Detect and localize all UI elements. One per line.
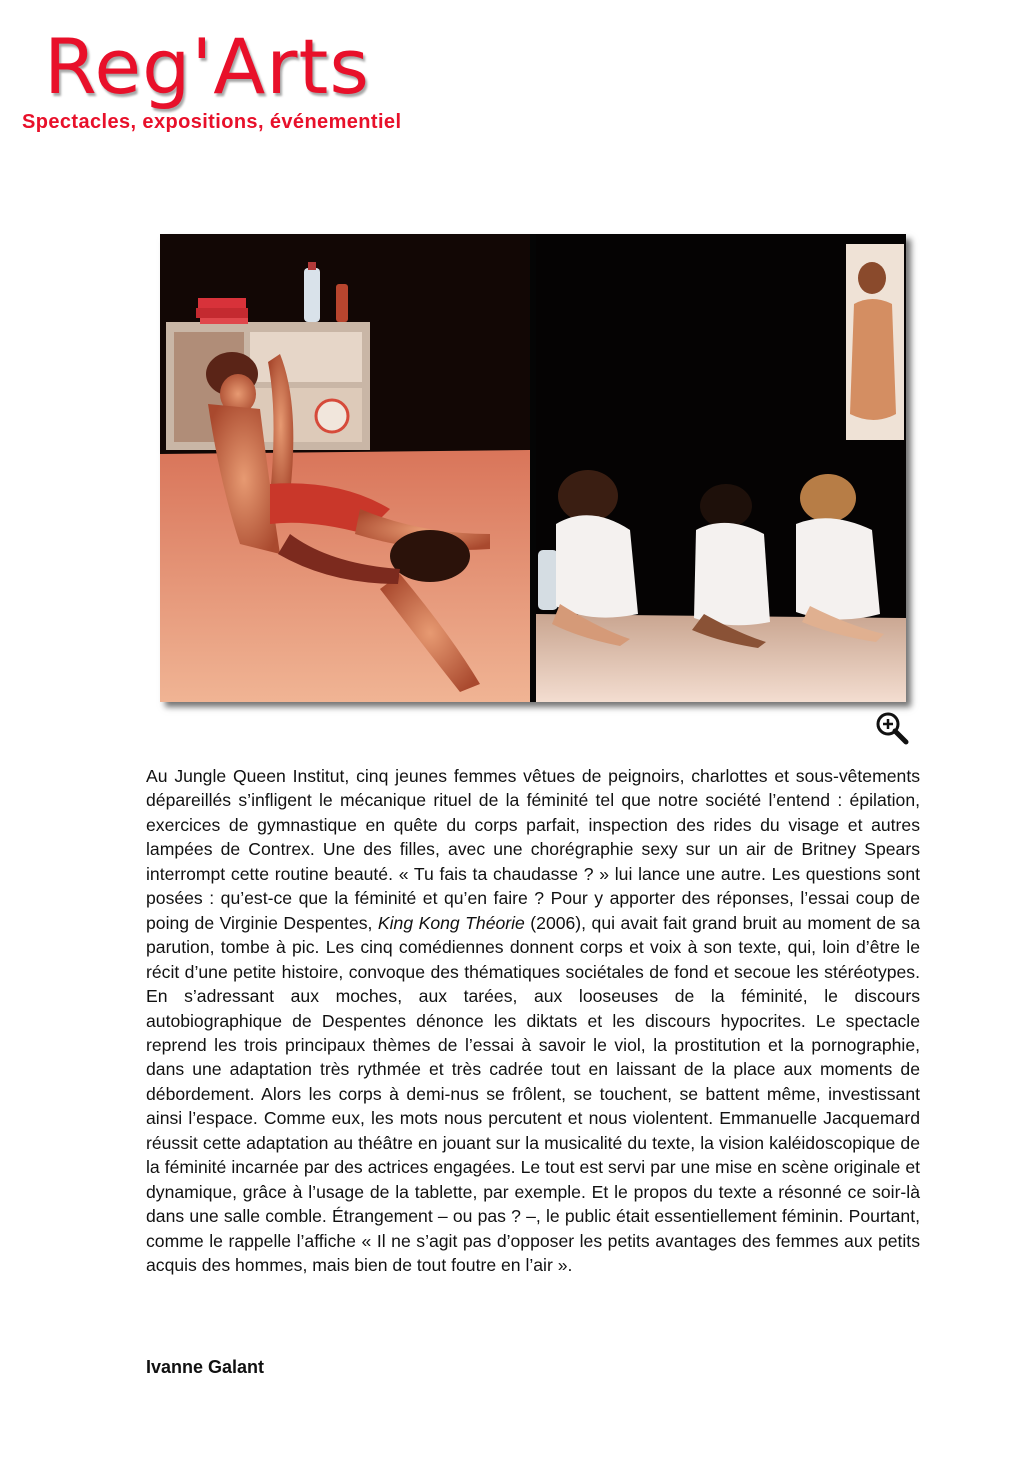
article-body [146, 764, 920, 1278]
author-name: Ivanne Galant [146, 1357, 265, 1377]
right-scene-photo [536, 234, 906, 702]
logo-subtitle: Spectacles, expositions, événementiel [22, 111, 402, 133]
left-scene-photo [160, 234, 530, 702]
book-title: King Kong Théorie [377, 912, 525, 933]
article-text-part-1: Au Jungle Queen Institut, cinq jeunes femmes vêtues de peignoirs, charlottes et sous-vêtements dépareillés s’infligent le mécanique rituel de la féminité tel que notre société l’entend : épilation, exercices de gymnastique en quête du corps parfait, inspection des rides du visage et autres lampées de Contrex. Une des filles, avec une chorégraphie sexy sur un air de Britney Spears interrompt cette routine beauté. « Tu fais ta chaudasse ? » lui lance une autre. Les questions sont posées : qu’est-ce que la féminité et qu’en faire ? Pour y apporter des réponses, l’essai coup de poing de Virginie Despentes, [146, 766, 920, 933]
article-photo[interactable] [160, 234, 906, 702]
site-logo [22, 24, 502, 144]
logo-title: Reg'Arts [44, 22, 370, 111]
zoom-in-icon[interactable] [874, 710, 910, 746]
article-text-part-2: (2006), qui avait fait grand bruit au moment de sa parution, tombe à pic. Les cinq comédiennes donnent corps et voix à son texte, qui, loin d’être le récit d’une petite histoire, convoque des thématiques sociétales de fond et secoue les stéréotypes. En s’adressant aux moches, aux tarées, aux looseuses de la féminité, le discours autobiographique de Despentes dénonce les diktats et les discours hypocrites. Le spectacle reprend les trois principaux thèmes de l’essai à savoir le viol, la prostitution et la pornographie, dans une adaptation très rythmée et très cadrée tout en laissant de la place aux moments de débordement. Alors les corps à demi-nus se frôlent, se touchent, se battent même, investissant ainsi l’espace. Comme eux, les mots nous percutent et nous violentent. Emmanuelle Jacquemard réussit cette adaptation au théâtre en jouant sur la musicalité du texte, la vision kaléidoscopique de la féminité incarnée par des actrices engagées. Le tout est servi par une mise en scène originale et dynamique, grâce à l’usage de la tablette, par exemple. Et le propos du texte a résonné ce soir-là dans une salle comble. Étrangement – ou pas ? –, le public était essentiellement féminin. Pourtant, comme le rappelle l’affiche « Il ne s’agit pas d’opposer les petits avantages des femmes aux petits acquis des hommes, mais bien de tout foutre en l’air ». [146, 912, 920, 1276]
